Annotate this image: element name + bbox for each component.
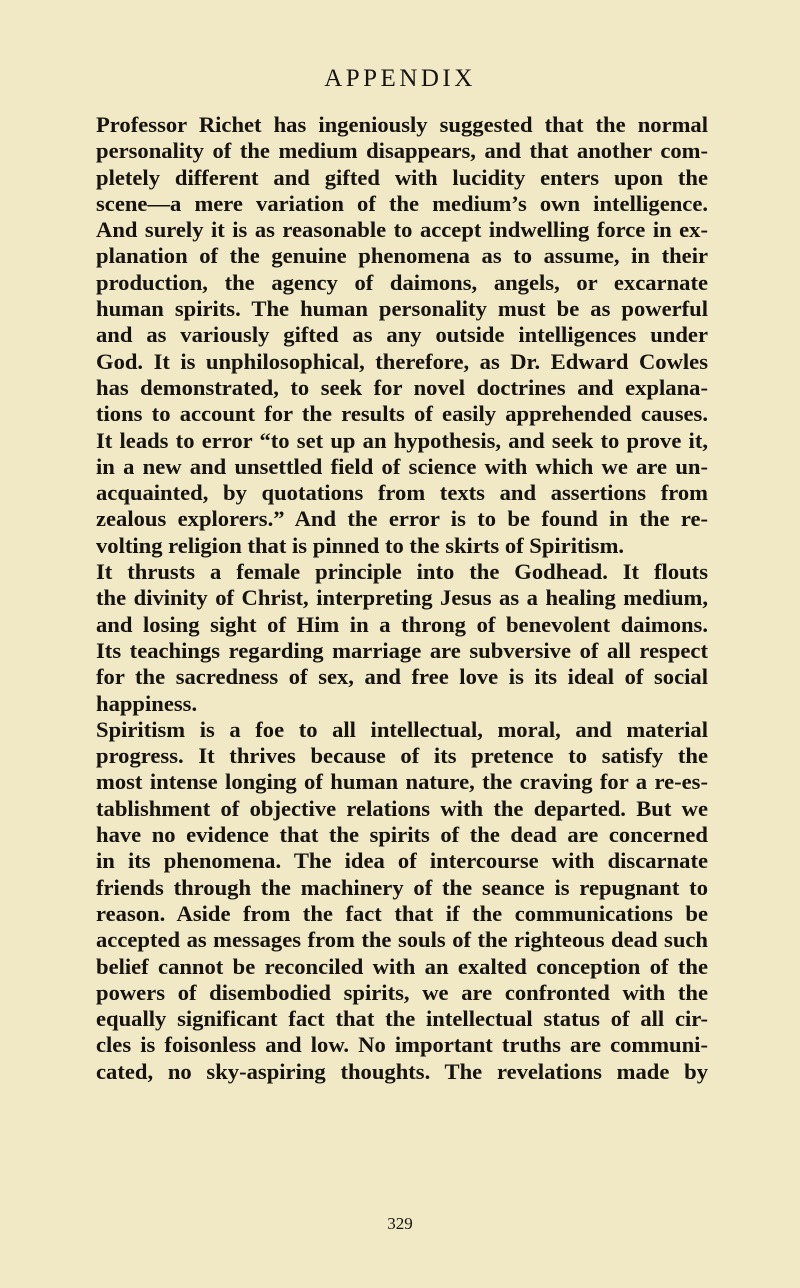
text-line: And surely it is as reasonable to accept indwelling force in ex- bbox=[96, 217, 708, 243]
text-line: and losing sight of Him in a throng of benevolent daimons. bbox=[96, 611, 708, 637]
text-line: pletely different and gifted with lucidity enters upon the bbox=[96, 164, 708, 190]
text-line: production, the agency of daimons, angels, or excarnate bbox=[96, 269, 708, 295]
text-line: It leads to error “to set up an hypothesis, and seek to prove it, bbox=[96, 427, 708, 453]
text-line: the divinity of Christ, interpreting Jesus as a healing medium, bbox=[96, 585, 708, 611]
text-line: has demonstrated, to seek for novel doctrines and explana- bbox=[96, 374, 708, 400]
text-line: powers of disembodied spirits, we are confronted with the bbox=[96, 979, 708, 1005]
text-line: cles is foisonless and low. No important truths are communi- bbox=[96, 1032, 708, 1058]
text-line: tions to account for the results of easily apprehended causes. bbox=[96, 401, 708, 427]
page-number: 329 bbox=[387, 1214, 413, 1233]
body-text bbox=[96, 112, 708, 1085]
text-line: tablishment of objective relations with the departed. But we bbox=[96, 795, 708, 821]
text-line: in its phenomena. The idea of intercourse with discarnate bbox=[96, 848, 708, 874]
text-line: It thrusts a female principle into the Godhead. It flouts bbox=[96, 559, 708, 585]
running-head: APPENDIX bbox=[324, 65, 476, 92]
text-line: Its teachings regarding marriage are subversive of all respect bbox=[96, 637, 708, 663]
text-line: have no evidence that the spirits of the dead are concerned bbox=[96, 822, 708, 848]
text-line: God. It is unphilosophical, therefore, as Dr. Edward Cowles bbox=[96, 348, 708, 374]
text-line: planation of the genuine phenomena as to assume, in their bbox=[96, 243, 708, 269]
text-line: personality of the medium disappears, and that another com- bbox=[96, 138, 708, 164]
text-line: acquainted, by quotations from texts and assertions from bbox=[96, 480, 708, 506]
text-line: accepted as messages from the souls of the righteous dead such bbox=[96, 927, 708, 953]
text-line: most intense longing of human nature, the craving for a re-es- bbox=[96, 769, 708, 795]
text-line: reason. Aside from the fact that if the communications be bbox=[96, 900, 708, 926]
text-line: in a new and unsettled field of science with which we are un- bbox=[96, 453, 708, 479]
text-line: Professor Richet has ingeniously suggested that the normal bbox=[96, 112, 708, 137]
text-line: scene—a mere variation of the medium’s own intelligence. bbox=[96, 190, 708, 216]
text-line: for the sacredness of sex, and free love is its ideal of social bbox=[96, 664, 708, 690]
text-line: volting religion that is pinned to the skirts of Spiritism. bbox=[96, 532, 625, 558]
text-line: Spiritism is a foe to all intellectual, moral, and material bbox=[96, 716, 708, 742]
text-line: belief cannot be reconciled with an exalted conception of the bbox=[96, 953, 708, 979]
text-line: cated, no sky-aspiring thoughts. The revelations made by bbox=[96, 1058, 708, 1084]
text-line: progress. It thrives because of its pretence to satisfy the bbox=[96, 743, 708, 769]
text-line: equally significant fact that the intellectual status of all cir- bbox=[96, 1006, 708, 1032]
text-line: happiness. bbox=[96, 690, 198, 716]
text-line: and as variously gifted as any outside intelligences under bbox=[96, 322, 708, 348]
text-line: zealous explorers.” And the error is to be found in the re- bbox=[96, 506, 708, 532]
text-line: friends through the machinery of the seance is repugnant to bbox=[96, 874, 708, 900]
text-line: human spirits. The human personality must be as powerful bbox=[96, 296, 708, 322]
